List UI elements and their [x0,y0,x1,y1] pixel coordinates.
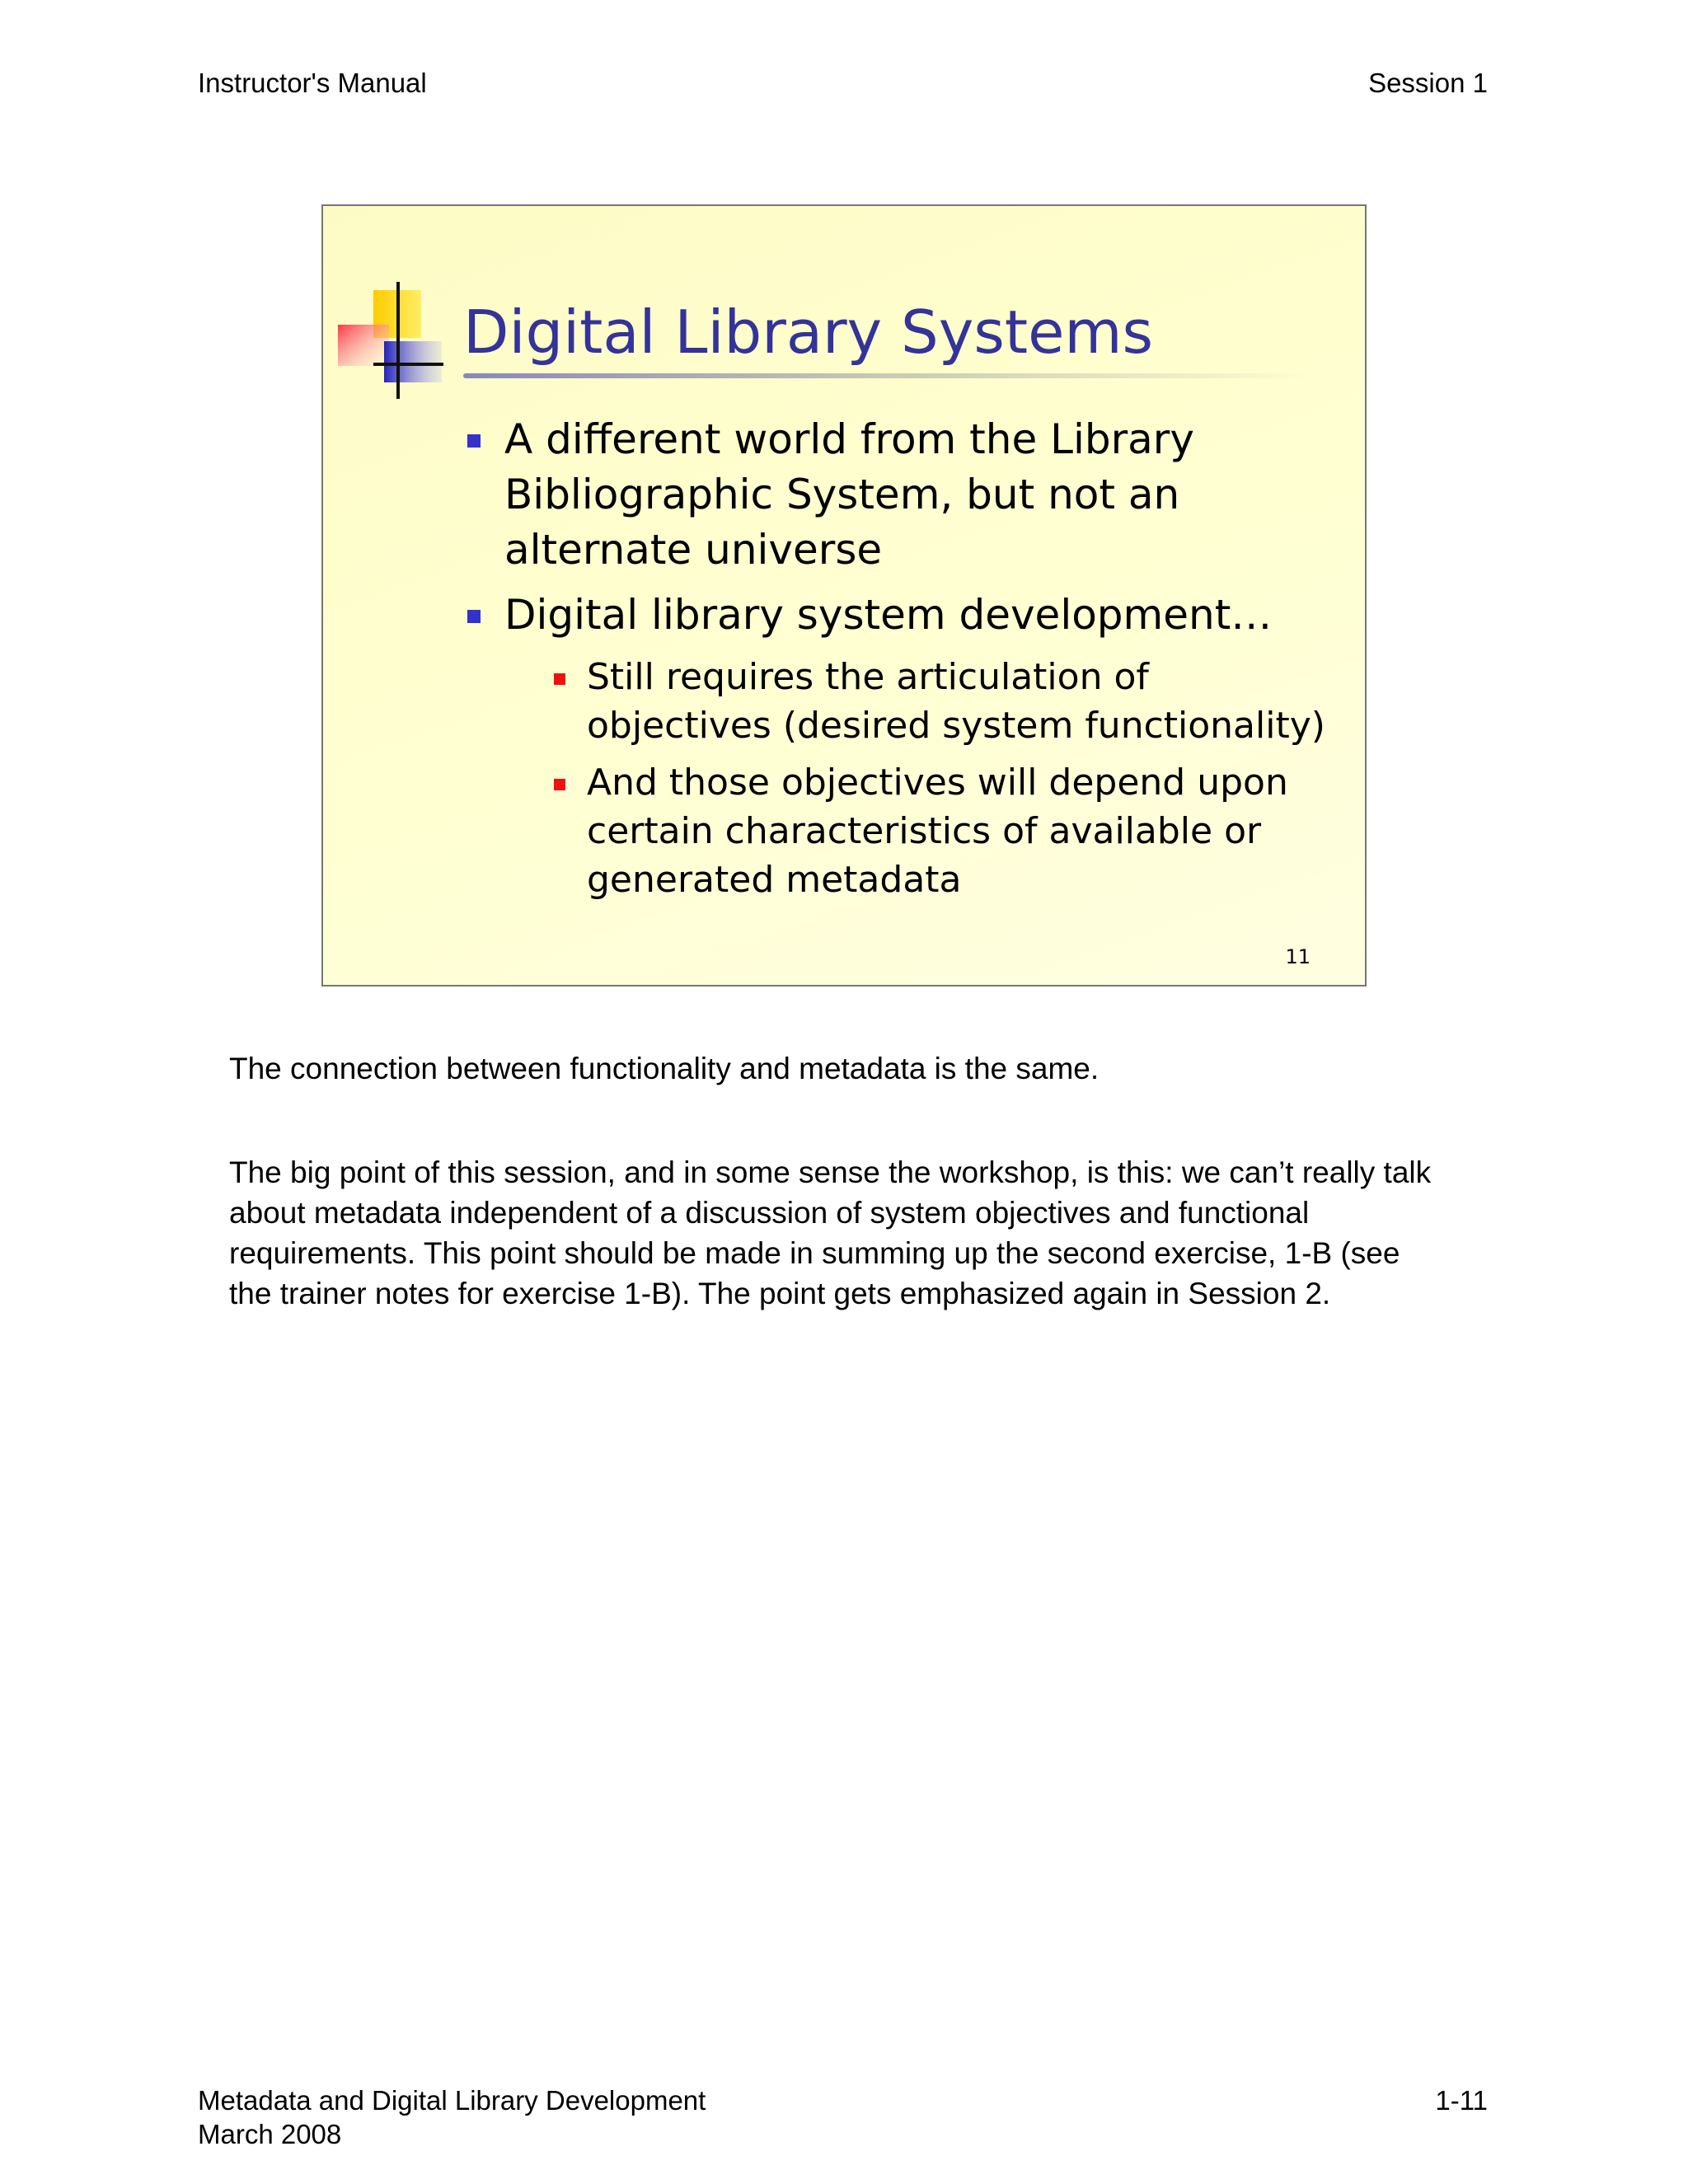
slide-sub-bullet [554,653,1341,750]
slide-sub-bullet-text: And those objectives will depend upon certain characteristics of available or generated metadata [587,762,1288,901]
slide-bullet-list [467,412,1341,912]
header-session-label: Session 1 [1368,68,1488,98]
slide-title: Digital Library Systems [463,298,1154,367]
page-header [198,66,1488,103]
footer-course-title: Metadata and Digital Library Development [198,2085,706,2116]
page-footer [198,2083,1488,2158]
footer-page-number: 1-11 [1435,2085,1488,2116]
slide-number: 11 [1285,945,1311,968]
slide-bullet [467,588,1341,643]
slide-logo-icon [336,282,460,405]
slide-sub-bullet-text: Still requires the articulation of objectives (desired system functionality) [587,656,1325,747]
slide-bullet-text: Digital library system development… [504,591,1273,639]
square-bullet-icon [467,434,481,448]
instructor-notes [229,1048,1441,1377]
slide-image [321,204,1367,987]
square-bullet-icon [554,673,565,685]
square-bullet-icon [554,779,565,790]
footer-course-info [198,2083,706,2151]
slide-bullet-text: A different world from the Library Bibliographic System, but not an alternate universe [504,415,1194,574]
slide-bullet [467,412,1341,578]
notes-paragraph: The big point of this session, and in some sense the workshop, is this: we can’t really talk about metadata independent of a discussion of system objectives and functional requirements. This point should be made in summing up the second exercise, 1-B (see the trainer notes for exercise 1-B). The point gets emphasized again in Session 2. [229,1155,1432,1310]
slide-sub-bullet [554,758,1341,904]
notes-paragraph: The connection between functionality and metadata is the same. [229,1052,1100,1085]
header-manual-title: Instructor's Manual [198,68,427,98]
footer-date: March 2008 [198,2119,342,2149]
square-bullet-icon [467,610,481,623]
slide-title-rule [463,373,1312,378]
